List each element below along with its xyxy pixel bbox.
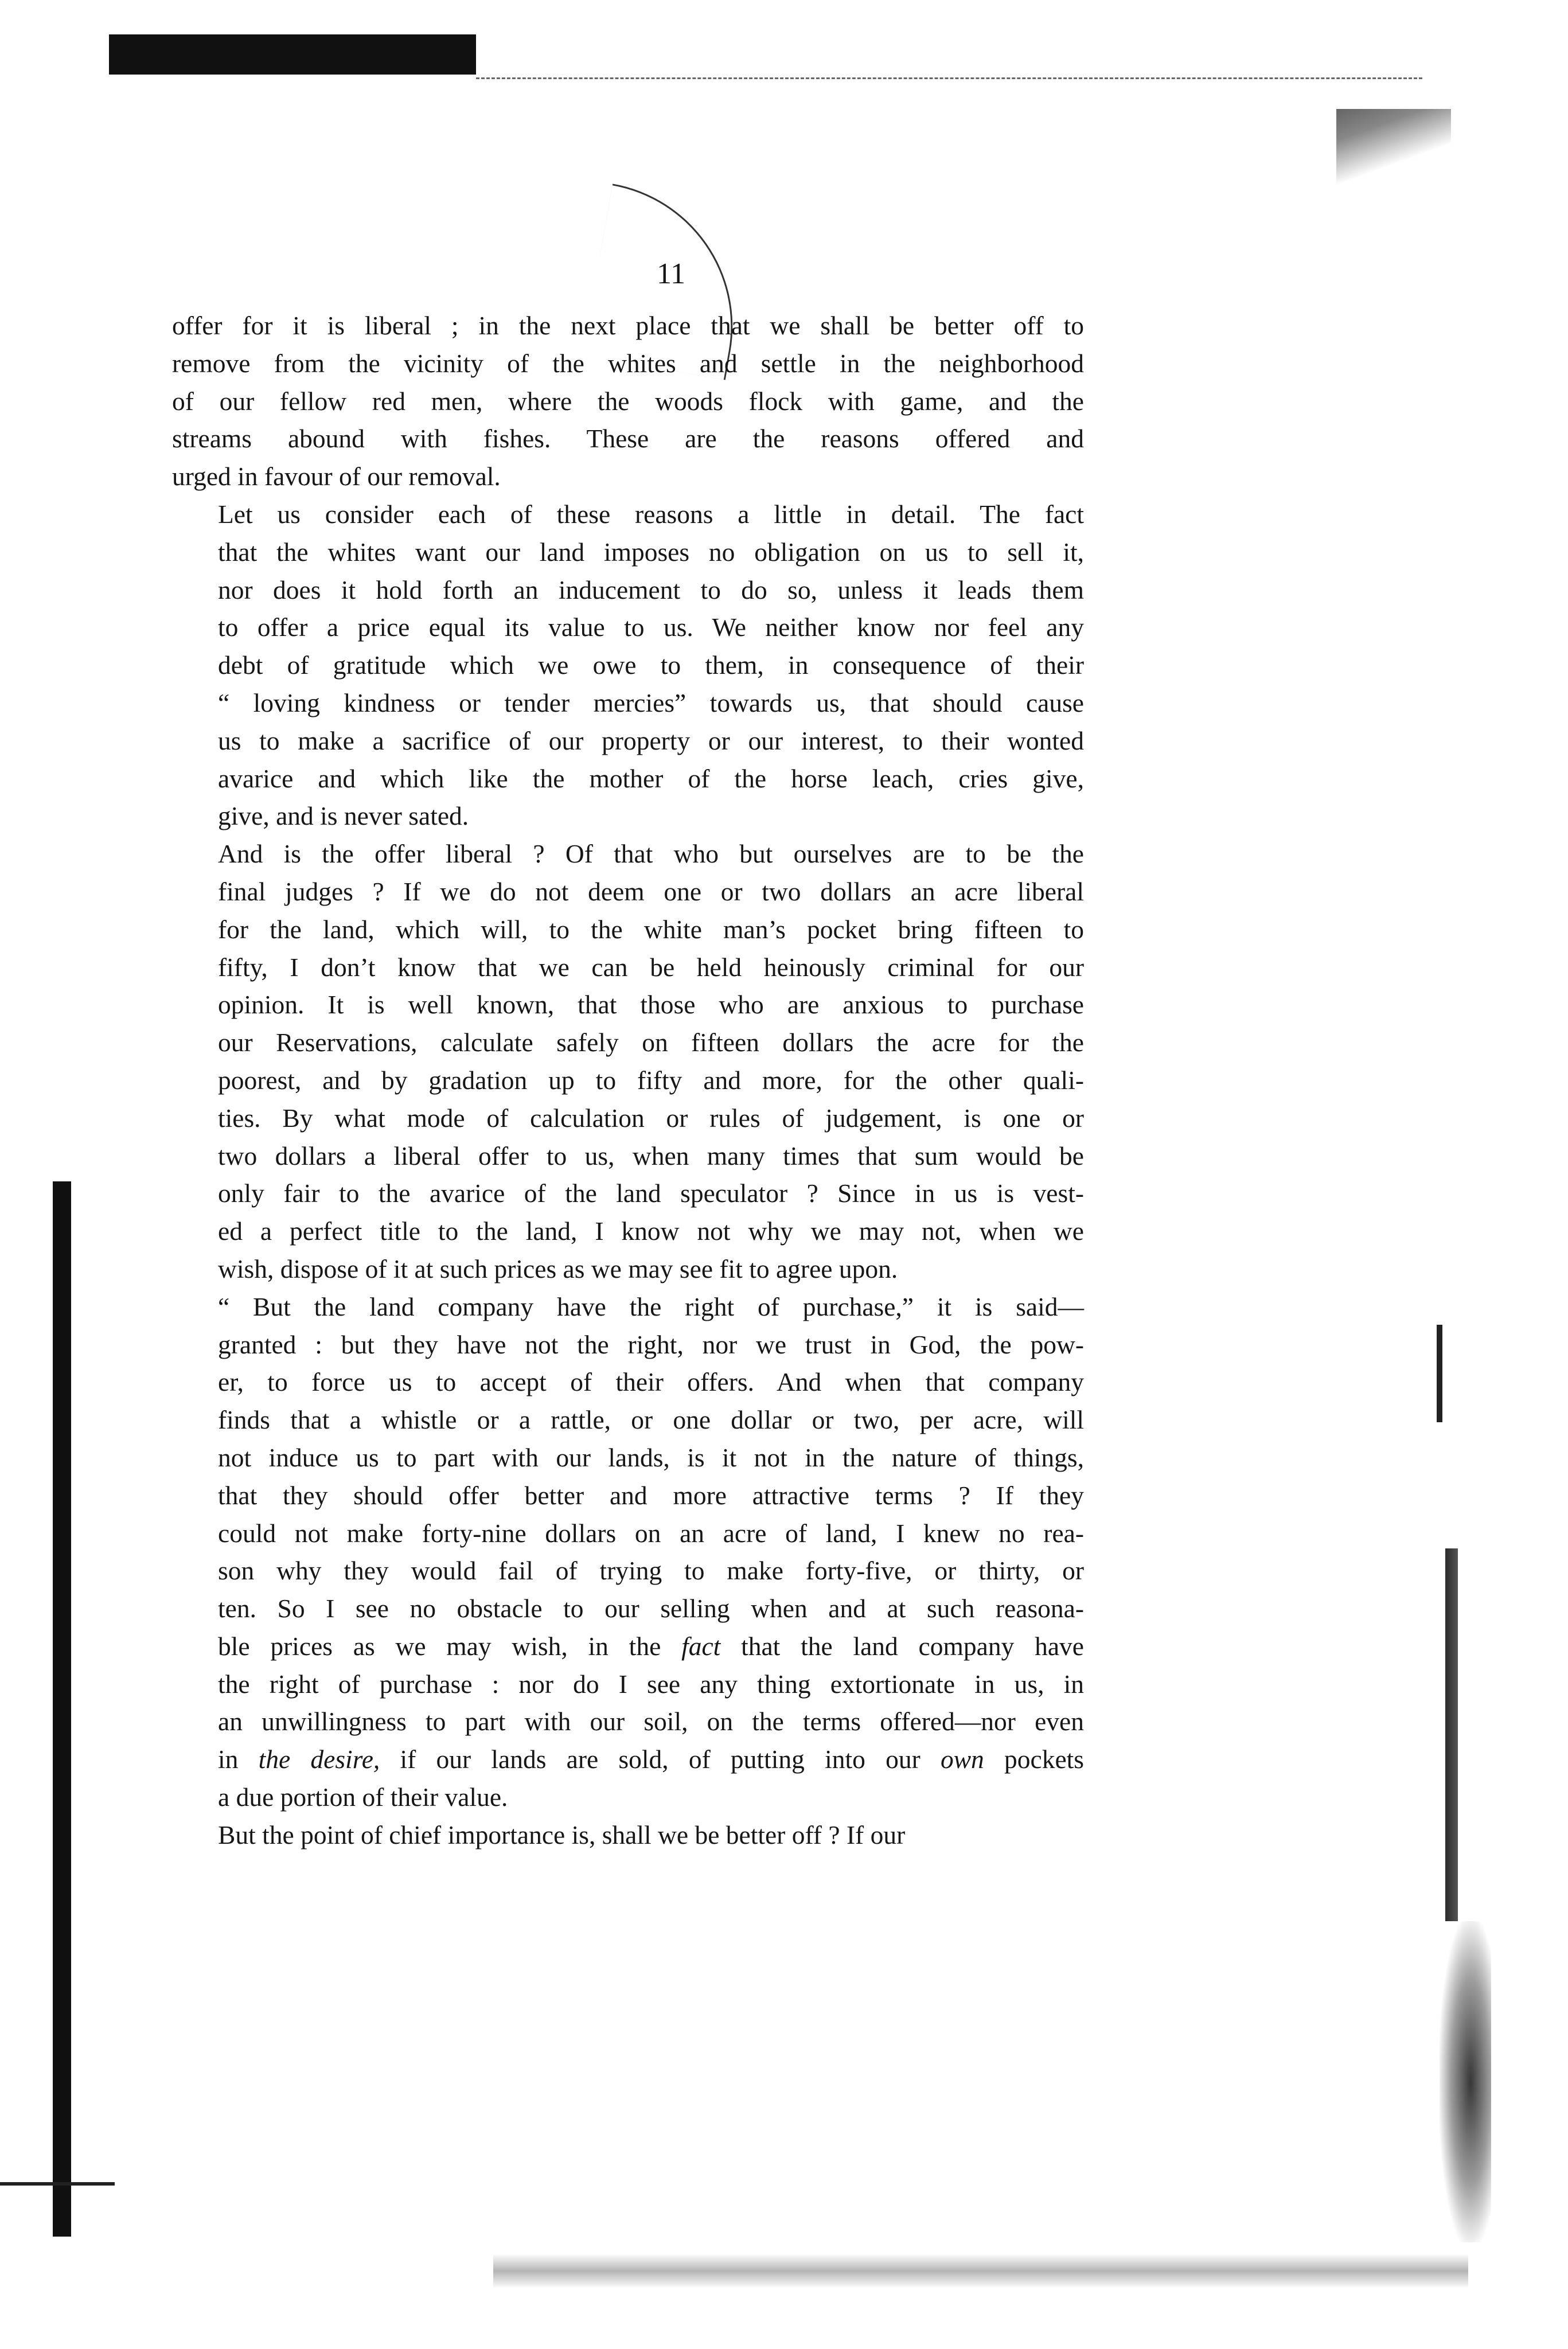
scan-right-edge-mark — [1440, 1921, 1491, 2242]
text-line: give, and is never sated. — [218, 801, 469, 831]
text-line: that they should offer better and more attractive terms ? If they — [218, 1480, 1084, 1510]
italic-emphasis: the desire, — [258, 1745, 380, 1774]
text-line: streams abound with fishes. These are the reasons offered and — [172, 424, 1084, 454]
text-line: son why they would fail of trying to make forty-five, or thirty, or — [218, 1556, 1084, 1586]
text-line: fifty, I don’t know that we can be held heinously criminal for our — [218, 952, 1084, 982]
text-line: that the whites want our land imposes no obligation on us to sell it, — [218, 537, 1084, 567]
scan-right-edge-mark — [1445, 1548, 1458, 1921]
text-line: us to make a sacrifice of our property or our interest, to their wonted — [218, 725, 1084, 755]
text-line: our Reservations, calculate safely on fifteen dollars the acre for the — [218, 1028, 1084, 1058]
paragraph — [172, 495, 1084, 835]
text-line: granted : but they have not the right, nor we trust in God, the pow- — [218, 1329, 1084, 1359]
paragraph — [172, 307, 1084, 495]
text-line: urged in favour of our removal. — [172, 462, 501, 491]
paragraph — [172, 1816, 1084, 1854]
scan-top-rule — [476, 77, 1422, 79]
text-line: debt of gratitude which we owe to them, in consequence of their — [218, 650, 1084, 680]
scan-left-binding-shadow — [53, 1181, 71, 2237]
text-line: opinion. It is well known, that those who are anxious to purchase — [218, 990, 1084, 1020]
text-line: ble prices as we may wish, in the fact that the land company have — [218, 1631, 1085, 1661]
page-body — [172, 307, 1084, 1854]
text-line: er, to force us to accept of their offers. And when that company — [218, 1367, 1084, 1397]
text-line: ties. By what mode of calculation or rules of judgement, is one or — [218, 1103, 1084, 1133]
text-line: avarice and which like the mother of the horse leach, cries give, — [218, 763, 1084, 793]
text-line: the right of purchase : nor do I see any thing extortionate in us, in — [218, 1669, 1084, 1699]
text-line: wish, dispose of it at such prices as we may see fit to agree upon. — [218, 1254, 898, 1283]
italic-emphasis: own — [940, 1745, 984, 1774]
text-line: ed a perfect title to the land, I know not why we may not, when we — [218, 1216, 1084, 1246]
text-line: ten. So I see no obstacle to our selling when and at such reasona- — [218, 1594, 1084, 1624]
text-line: remove from the vicinity of the whites and settle in the neighborhood — [172, 348, 1084, 378]
text-line: finds that a whistle or a rattle, or one dollar or two, per acre, will — [218, 1405, 1084, 1435]
text-line: in the desire, if our lands are sold, of putting into our own pockets — [218, 1745, 1084, 1774]
text-line: “ loving kindness or tender mercies” towards us, that should cause — [218, 688, 1084, 717]
text-line: a due portion of their value. — [218, 1782, 508, 1812]
text-line: two dollars a liberal offer to us, when many times that sum would be — [218, 1141, 1084, 1170]
scan-left-tick — [0, 2182, 115, 2186]
text-line: Let us consider each of these reasons a little in detail. The fact — [218, 499, 1084, 529]
scan-bottom-smudge — [493, 2254, 1468, 2288]
text-line: offer for it is liberal ; in the next place that we shall be better off to — [172, 311, 1084, 340]
text-line: for the land, which will, to the white man’s pocket bring fifteen to — [218, 914, 1084, 944]
text-line: not induce us to part with our lands, is it not in the nature of things, — [218, 1442, 1084, 1472]
text-line: to offer a price equal its value to us. We neither know nor feel any — [218, 612, 1084, 642]
text-line: of our fellow red men, where the woods flock with game, and the — [172, 386, 1084, 416]
text-line: But the point of chief importance is, shall we be better off ? If our — [218, 1820, 906, 1849]
page-number: 11 — [656, 257, 686, 290]
text-line: only fair to the avarice of the land speculator ? Since in us is vest- — [218, 1179, 1084, 1208]
paragraph — [172, 1288, 1084, 1816]
paragraph — [172, 835, 1084, 1288]
text-line: nor does it hold forth an inducement to do so, unless it leads them — [218, 575, 1084, 604]
text-line: final judges ? If we do not deem one or two dollars an acre liberal — [218, 876, 1084, 906]
scan-right-edge-mark — [1437, 1325, 1442, 1422]
italic-emphasis: fact — [681, 1631, 721, 1661]
scan-top-bar — [109, 34, 476, 75]
text-line: could not make forty-nine dollars on an acre of land, I knew no rea- — [218, 1518, 1084, 1548]
scan-corner-shadow — [1336, 109, 1451, 195]
text-line: an unwillingness to part with our soil, on the terms offered—nor even — [218, 1707, 1084, 1737]
text-line: And is the offer liberal ? Of that who but ourselves are to be the — [218, 839, 1084, 869]
text-line: “ But the land company have the right of purchase,” it is said— — [218, 1291, 1084, 1321]
text-line: poorest, and by gradation up to fifty and more, for the other quali- — [218, 1065, 1084, 1095]
